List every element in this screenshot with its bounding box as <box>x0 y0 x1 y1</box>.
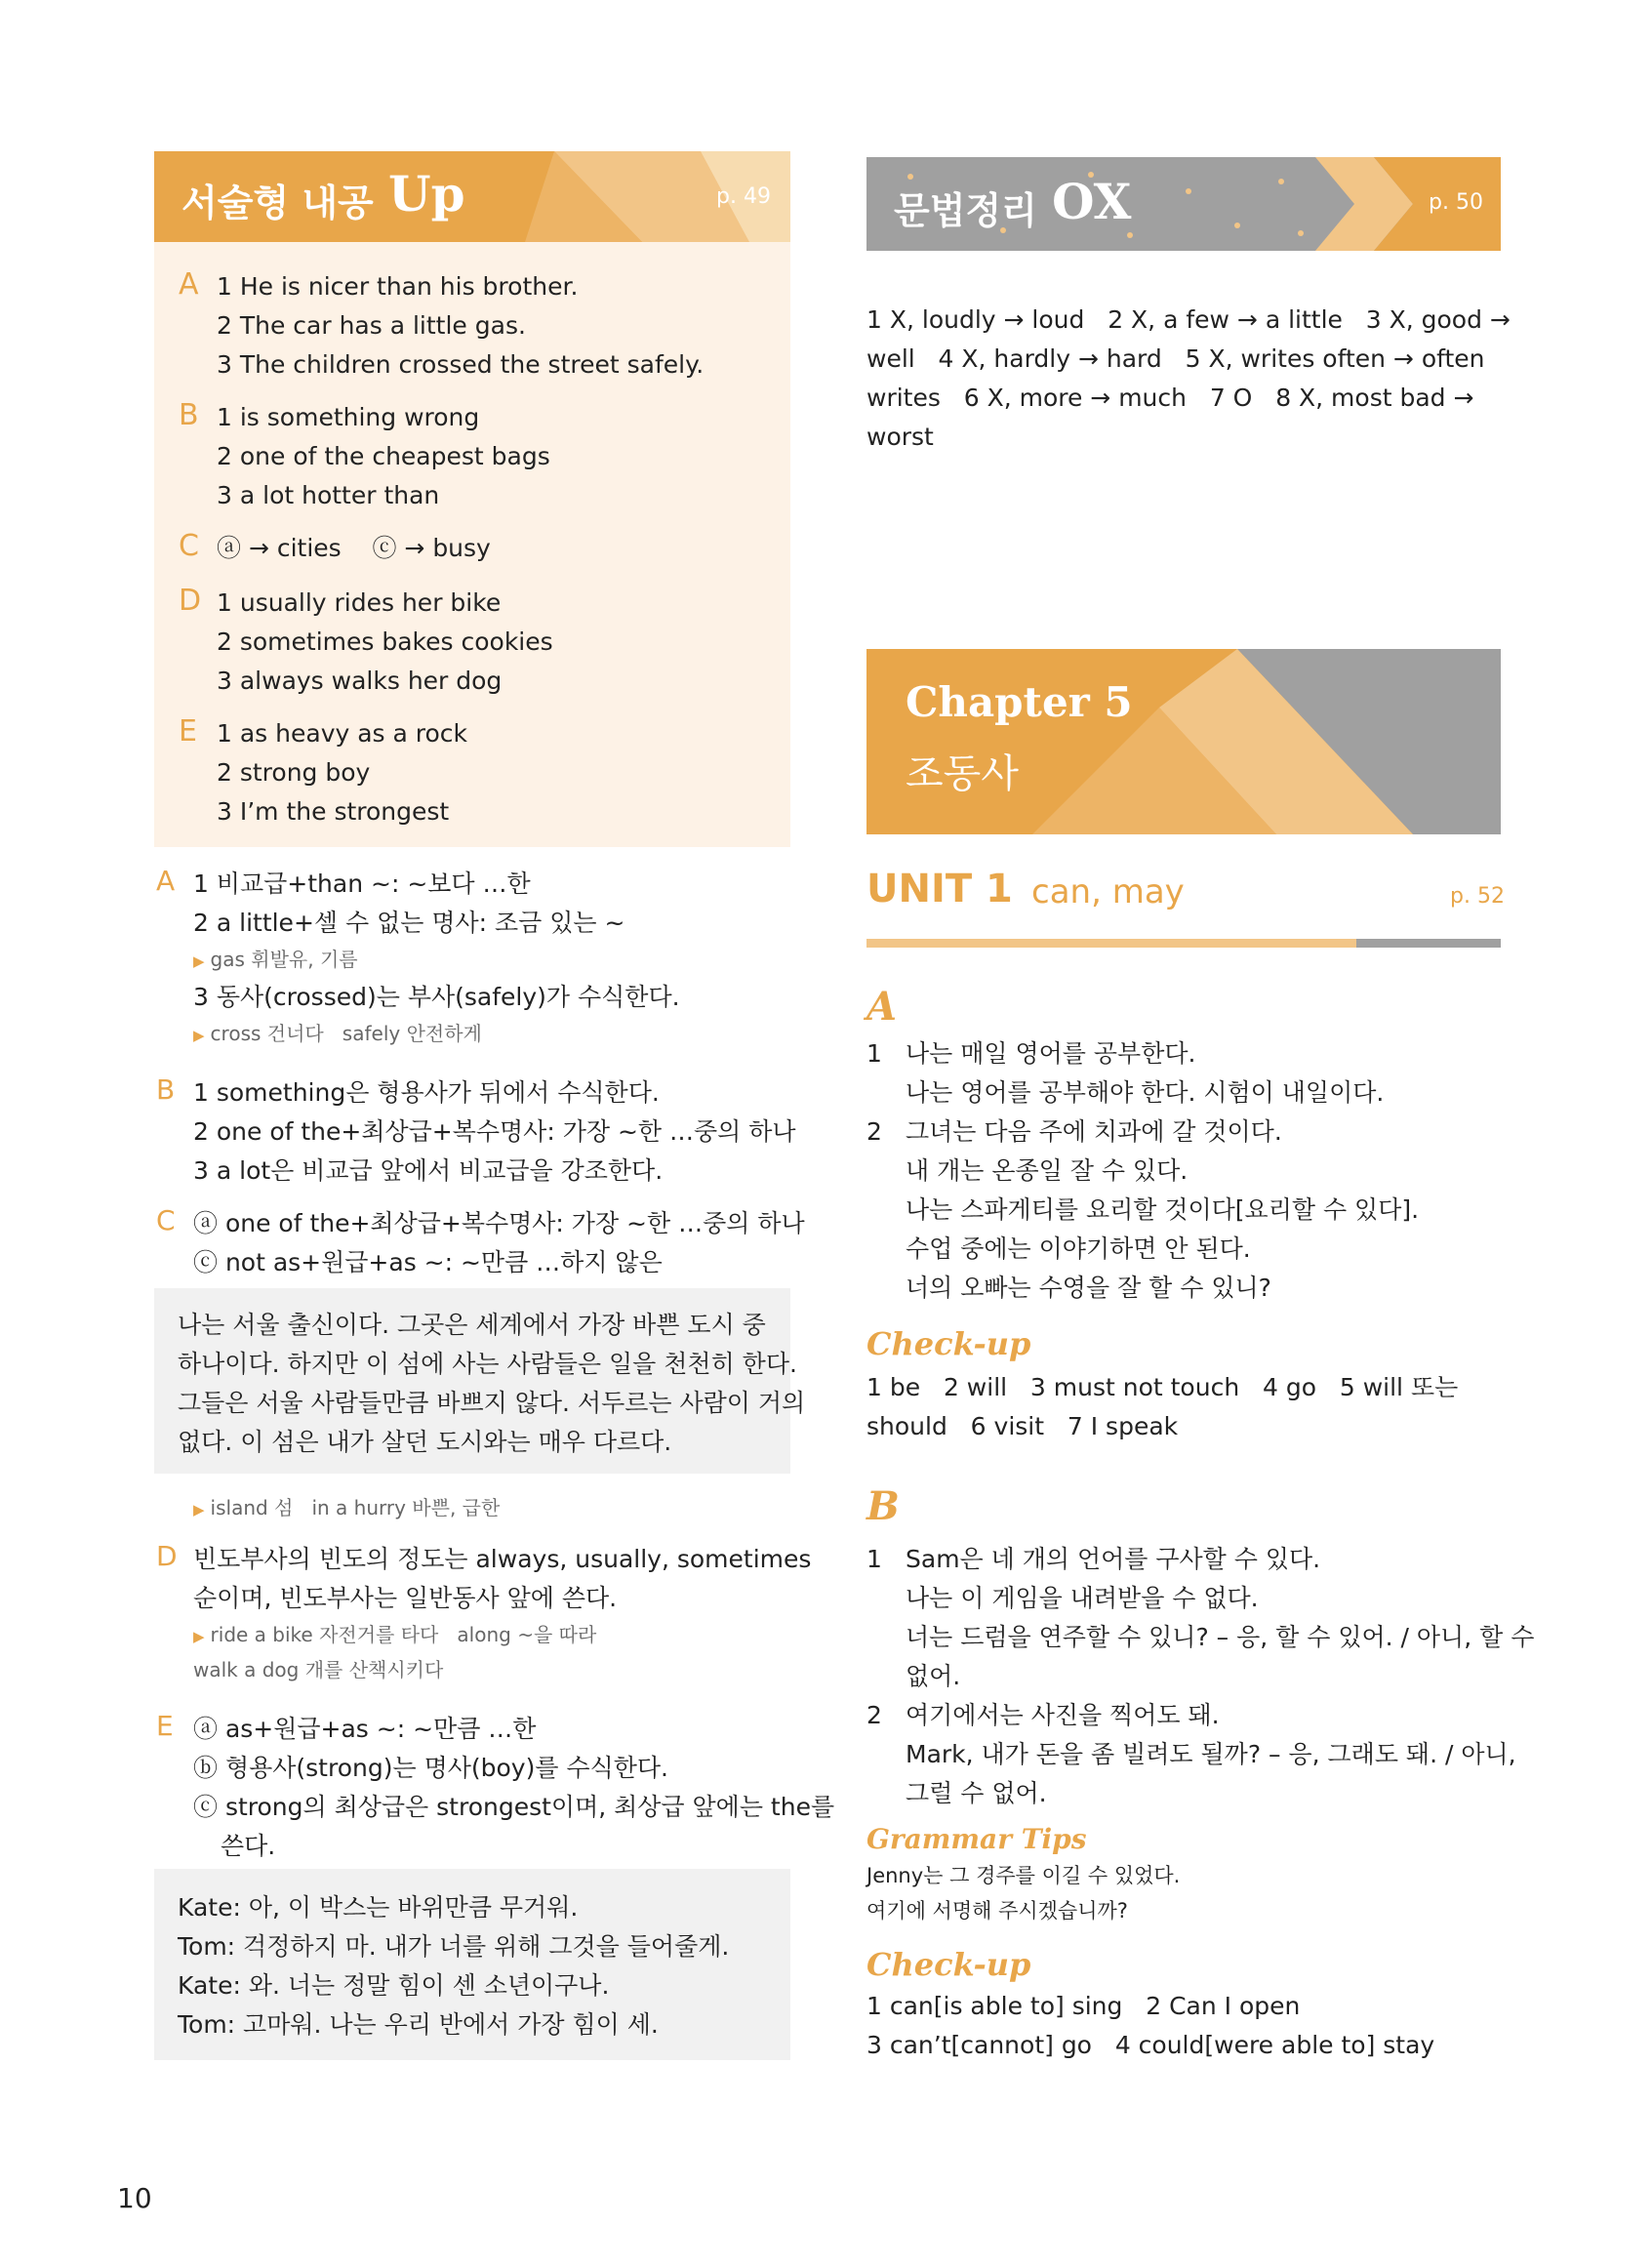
item-line: 나는 영어를 공부해야 한다. 시험이 내일이다. <box>906 1078 1385 1107</box>
explain-letter-E: E <box>156 1710 174 1742</box>
chapter-title: Chapter 5 <box>906 678 1133 726</box>
explain-note: ▶ cross 건너다 safely 안전하게 <box>193 1022 482 1045</box>
answer-line: 3 The children crossed the street safely. <box>217 350 705 379</box>
chapter-banner <box>866 649 1501 834</box>
explain-line: 1 something은 형용사가 뒤에서 수식한다. <box>193 1078 660 1107</box>
grammar-tips-label: Grammar Tips <box>866 1823 1087 1855</box>
ox-page: p. 50 <box>1429 190 1483 215</box>
ox-line: 1 X, loudly → loud 2 X, a few → a little 3 X, good → <box>866 305 1511 334</box>
item-line: 너의 오빠는 수영을 잘 할 수 있니? <box>906 1274 1271 1302</box>
item-line: 나는 매일 영어를 공부한다. <box>906 1039 1196 1068</box>
item-line: 그럴 수 없어. <box>906 1779 1047 1807</box>
ox-line: well 4 X, hardly → hard 5 X, writes often → often <box>866 344 1485 373</box>
tips-line: Jenny는 그 경주를 이길 수 있었다. <box>866 1864 1181 1887</box>
chapter-banner-bg <box>866 649 1501 834</box>
answer-letter-A: A <box>179 267 199 302</box>
translation-box-1 <box>154 1288 806 1474</box>
explain-line: 3 a lot은 비교급 앞에서 비교급을 강조한다. <box>193 1156 664 1185</box>
ox-line: worst <box>866 423 934 451</box>
explain-line: 쓴다. <box>221 1832 276 1860</box>
explain-line: ⓐ one of the+최상급+복수명사: 가장 ~한 …중의 하나 <box>193 1209 805 1237</box>
item-line: 내 개는 온종일 잘 수 있다. <box>906 1156 1189 1185</box>
ox-line: writes 6 X, more → much 7 O 8 X, most bad → <box>866 384 1474 412</box>
explain-line: ⓐ as+원급+as ~: ~만큼 …한 <box>193 1715 537 1743</box>
section-letter-B: B <box>866 1483 900 1529</box>
translation-box-1-note: ▶ island 섬 in a hurry 바쁜, 급한 <box>193 1496 501 1519</box>
checkup-line: 1 be 2 will 3 must not touch 4 go 5 will 또는 <box>866 1373 1459 1401</box>
explain-letter-C: C <box>156 1204 176 1236</box>
checkup-B <box>866 1987 1434 2065</box>
translation-line: 그들은 서울 사람들만큼 바쁘지 않다. 서두르는 사람이 거의 <box>178 1389 806 1417</box>
explain-letter-B: B <box>156 1073 176 1106</box>
naegong-header <box>154 151 790 242</box>
item-line: 수업 중에는 이야기하면 안 된다. <box>906 1235 1251 1263</box>
answer-line: 2 strong boy <box>217 758 371 787</box>
translation-line: 하나이다. 하지만 이 섬에 사는 사람들은 일을 천천히 한다. <box>178 1350 797 1378</box>
answer-line: 3 I’m the strongest <box>217 797 450 826</box>
answer-line: 3 always walks her dog <box>217 667 503 695</box>
item-line: 그녀는 다음 주에 치과에 갈 것이다. <box>906 1117 1282 1146</box>
checkup-label-A: Check-up <box>866 1325 1031 1362</box>
answer-line: 2 one of the cheapest bags <box>217 442 550 470</box>
translation-line: Kate: 와. 너는 정말 힘이 센 소년이구나. <box>178 1971 610 2000</box>
item-number: 2 <box>866 1701 882 1729</box>
checkup-label-B: Check-up <box>866 1946 1031 1983</box>
triangle-icon: ▶ <box>193 1501 205 1518</box>
ox-header <box>866 157 1501 251</box>
naegong-page: p. 49 <box>716 184 771 209</box>
explain-note: ▶ gas 휘발유, 기름 <box>193 948 358 971</box>
item-line: 없어. <box>906 1662 961 1690</box>
unit-title: can, may <box>1031 872 1185 911</box>
item-number: 1 <box>866 1039 882 1068</box>
explain-letter-D: D <box>156 1540 178 1572</box>
chapter-subtitle: 조동사 <box>906 751 1019 796</box>
unit-underline-gray <box>1356 939 1501 948</box>
explain-line: ⓒ not as+원급+as ~: ~만큼 …하지 않은 <box>193 1248 663 1276</box>
item-number: 1 <box>866 1545 882 1573</box>
item-line: 나는 스파게티를 요리할 것이다[요리할 수 있다]. <box>906 1195 1420 1224</box>
answer-line: 1 is something wrong <box>217 403 480 431</box>
checkup-line: 1 can[is able to] sing 2 Can I open <box>866 1992 1301 2020</box>
answer-line: 2 sometimes bakes cookies <box>217 627 553 656</box>
explain-line: ⓒ strong의 최상급은 strongest이며, 최상급 앞에는 the를 <box>193 1793 835 1821</box>
explain-line: 순이며, 빈도부사는 일반동사 앞에 쓴다. <box>193 1584 618 1612</box>
answer-letter-D: D <box>179 584 202 618</box>
explain-note: walk a dog 개를 산책시키다 <box>193 1658 444 1681</box>
answer-letter-C: C <box>179 529 199 563</box>
explain-note: ▶ ride a bike 자전거를 타다 along ~을 따라 <box>193 1623 597 1646</box>
item-line: 나는 이 게임을 내려받을 수 없다. <box>906 1584 1259 1612</box>
explain-line: 1 비교급+than ~: ~보다 …한 <box>193 870 531 898</box>
explain-line: 3 동사(crossed)는 부사(safely)가 수식한다. <box>193 983 680 1011</box>
grammar-tips <box>866 1858 1180 1928</box>
translation-line: 나는 서울 출신이다. 그곳은 세계에서 가장 바쁜 도시 중 <box>178 1311 766 1339</box>
item-line: Mark, 내가 돈을 좀 빌려도 될까? – 응, 그래도 돼. / 아니, <box>906 1740 1516 1768</box>
answer-line: 2 The car has a little gas. <box>217 311 526 340</box>
triangle-icon: ▶ <box>193 1628 205 1645</box>
answer-line: 1 usually rides her bike <box>217 588 502 617</box>
answer-line: 1 as heavy as a rock <box>217 719 468 748</box>
triangle-icon: ▶ <box>193 952 205 970</box>
explain-line: 2 one of the+최상급+복수명사: 가장 ~한 …중의 하나 <box>193 1117 796 1146</box>
translation-line: Tom: 걱정하지 마. 내가 너를 위해 그것을 들어줄게. <box>178 1932 730 1961</box>
triangle-icon: ▶ <box>193 1027 205 1044</box>
unit-label: UNIT 1 <box>866 867 1013 911</box>
unit-page: p. 52 <box>1450 884 1505 909</box>
translation-line: 없다. 이 섬은 내가 살던 도시와는 매우 다르다. <box>178 1428 672 1456</box>
item-line: 여기에서는 사진을 찍어도 돼. <box>906 1701 1220 1729</box>
checkup-line: should 6 visit 7 I speak <box>866 1412 1179 1440</box>
explain-line: 2 a little+셀 수 없는 명사: 조금 있는 ~ <box>193 909 625 937</box>
item-line: 너는 드럼을 연주할 수 있니? – 응, 할 수 있어. / 아니, 할 수 <box>906 1623 1535 1651</box>
ox-title-ko: 문법정리 <box>894 189 1037 232</box>
checkup-line: 3 can’t[cannot] go 4 could[were able to] stay <box>866 2031 1435 2059</box>
translation-line: Kate: 아, 이 박스는 바위만큼 무거워. <box>178 1893 579 1922</box>
explain-line: ⓑ 형용사(strong)는 명사(boy)를 수식한다. <box>193 1754 668 1782</box>
explain-letter-A: A <box>156 865 176 897</box>
ox-title-en: OX <box>1052 173 1132 230</box>
answer-line: 3 a lot hotter than <box>217 481 440 509</box>
translation-box-2 <box>154 1869 790 2060</box>
tips-line: 여기에 서명해 주시겠습니까? <box>866 1899 1128 1923</box>
translation-line: Tom: 고마워. 나는 우리 반에서 가장 힘이 세. <box>178 2010 659 2039</box>
explain-line: 빈도부사의 빈도의 정도는 always, usually, sometimes <box>193 1545 812 1573</box>
checkup-A <box>866 1368 1458 1446</box>
page-number: 10 <box>117 2182 152 2214</box>
answer-letter-B: B <box>179 398 199 432</box>
item-line: Sam은 네 개의 언어를 구사할 수 있다. <box>906 1545 1321 1573</box>
naegong-title-en: Up <box>388 165 465 223</box>
answer-line: ⓐ → cities ⓒ → busy <box>217 534 491 562</box>
item-number: 2 <box>866 1117 882 1146</box>
naegong-title-ko: 서술형 내공 <box>181 182 374 224</box>
ox-answers <box>866 301 1511 457</box>
answer-line: 1 He is nicer than his brother. <box>217 272 579 301</box>
section-letter-A: A <box>866 984 898 1030</box>
answer-letter-E: E <box>179 714 197 749</box>
